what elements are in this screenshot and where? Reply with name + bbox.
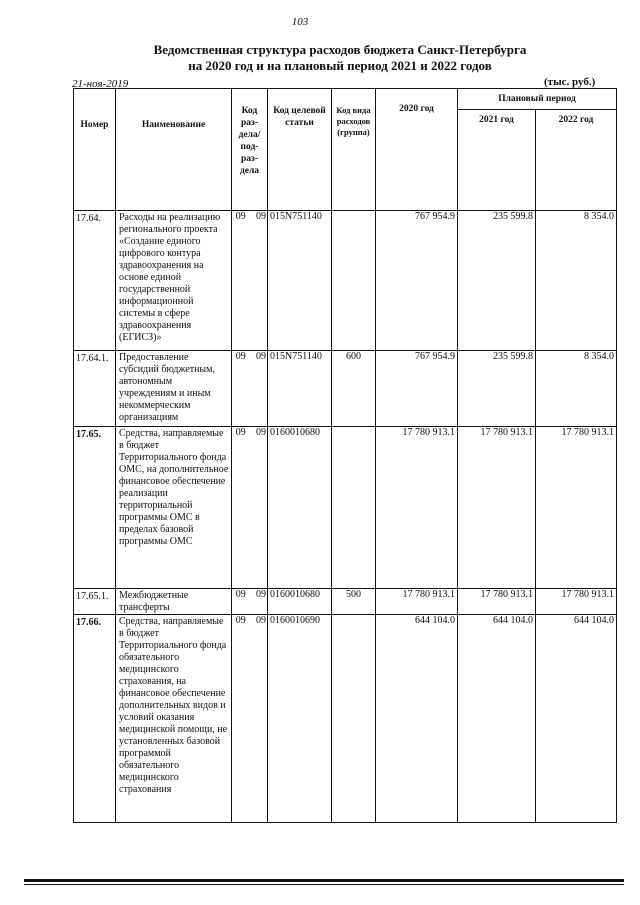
bottom-rule-thin [24,884,624,885]
row-vr [332,615,376,823]
row-2022: 8 354.0 [536,351,617,427]
row-2022: 17 780 913.1 [536,427,617,589]
row-number: 17.64. [74,211,116,351]
row-podrazdel: 09 [250,615,268,823]
page-number: 103 [291,16,309,28]
row-podrazdel: 09 [250,351,268,427]
row-razdel: 09 [232,351,250,427]
header-name: Наименование [116,89,232,211]
row-podrazdel: 09 [250,589,268,615]
row-number: 17.65.1. [74,589,116,615]
title-line-1: Ведомственная структура расходов бюджета Санкт-Петербурга [153,42,527,57]
row-csr: 0160010680 [268,427,332,589]
row-2021: 235 599.8 [458,351,536,427]
row-razdel: 09 [232,211,250,351]
header-razdel: Код раз-дела/ под-раз-дела [232,89,268,211]
row-2022: 644 104.0 [536,615,617,823]
row-2020: 767 954.9 [376,211,458,351]
row-razdel: 09 [232,589,250,615]
row-vr: 500 [332,589,376,615]
row-2022: 8 354.0 [536,211,617,351]
row-number: 17.66. [74,615,116,823]
row-2021: 644 104.0 [458,615,536,823]
units-label: (тыс. руб.) [544,76,596,88]
row-csr: 015N751140 [268,211,332,351]
row-2022: 17 780 913.1 [536,589,617,615]
row-2020: 767 954.9 [376,351,458,427]
header-2022: 2022 год [536,110,617,211]
table-row [74,615,617,823]
document-title [60,42,620,74]
bottom-rule [24,879,624,882]
header-2021: 2021 год [458,110,536,211]
table-row [74,211,617,351]
row-vr [332,427,376,589]
row-name: Средства, направляемые в бюджет Территориального фонда ОМС, на дополнительное финансовое обеспечение реализации территориальной программы ОМС в пределах базовой программы ОМС [116,427,232,589]
row-name: Межбюджетные трансферты [116,589,232,615]
row-2021: 235 599.8 [458,211,536,351]
row-vr [332,211,376,351]
row-2020: 17 780 913.1 [376,589,458,615]
table-row [74,427,617,589]
table-row [74,589,617,615]
row-csr: 015N751140 [268,351,332,427]
row-csr: 0160010680 [268,589,332,615]
row-name: Средства, направляемые в бюджет Территориального фонда обязательного медицинского страхования, на финансовое обеспечение дополнительных видов и условий оказания медицинской помощи, не установленных базовой программой обязательного медицинского страхования [116,615,232,823]
row-number: 17.64.1. [74,351,116,427]
row-vr: 600 [332,351,376,427]
row-razdel: 09 [232,615,250,823]
header-planned-period: Плановый период [458,89,617,110]
header-csr: Код целевой статьи [268,89,332,211]
title-line-2: на 2020 год и на плановый период 2021 и 2022 годов [188,58,492,73]
row-number: 17.65. [74,427,116,589]
header-vr: Код вида расходов (группа) [332,89,376,211]
row-csr: 0160010690 [268,615,332,823]
row-2021: 17 780 913.1 [458,589,536,615]
row-name: Предоставление субсидий бюджетным, автономным учреждениям и иным некоммерческим организациям [116,351,232,427]
row-name: Расходы на реализацию регионального проекта «Создание единого цифрового контура здравоохранения на основе единой государственной информационной системы в сфере здравоохранения (ЕГИСЗ)» [116,211,232,351]
row-2020: 644 104.0 [376,615,458,823]
row-podrazdel: 09 [250,427,268,589]
table-body [74,211,617,823]
table-row [74,351,617,427]
budget-table [73,88,617,823]
row-razdel: 09 [232,427,250,589]
row-podrazdel: 09 [250,211,268,351]
row-2021: 17 780 913.1 [458,427,536,589]
header-number: Номер [74,89,116,211]
header-2020: 2020 год [376,89,458,211]
document-date: 21-ноя-2019 [72,78,129,90]
row-2020: 17 780 913.1 [376,427,458,589]
